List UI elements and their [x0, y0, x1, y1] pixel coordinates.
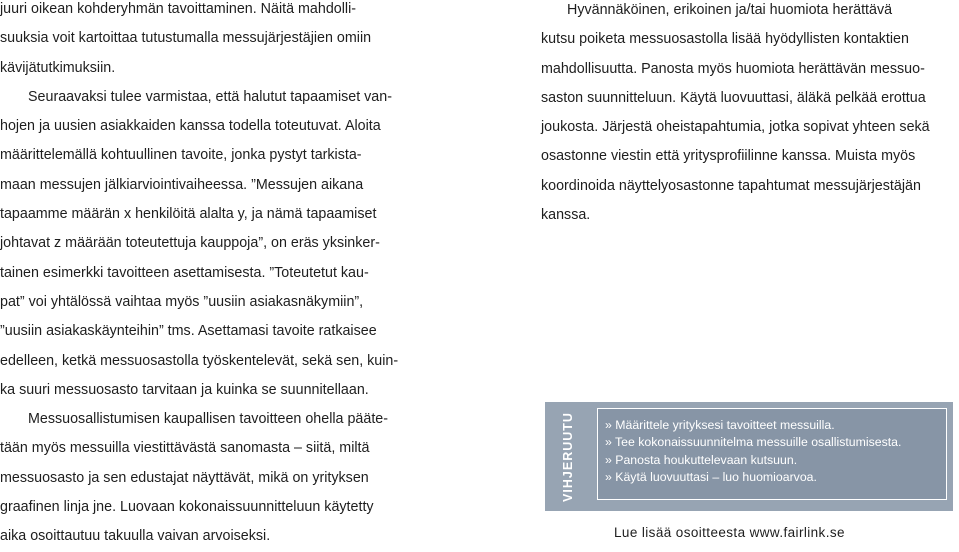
text-line: juuri oikean kohderyhmän tavoittaminen. Näitä mahdolli- — [0, 1, 357, 17]
text-line: tapaamme määrän x henkilöitä alalta y, ja nämä tapaamiset — [0, 206, 377, 223]
text-line: joukosta. Järjestä oheistapahtumia, jotka sopivat yhteen sekä — [541, 119, 930, 136]
text-line: Messuosallistumisen kaupallisen tavoitteen ohella pääte- — [28, 411, 389, 428]
text-line: koordinoida näyttelyosastonne tapahtumat messujärjestäjän — [541, 177, 921, 194]
text-line: graafinen linja jne. Luovaan kokonaissuunnitteluun käytetty — [0, 499, 374, 516]
text-line: edelleen, ketkä messuosastolla työskentelevät, sekä sen, kuin- — [0, 352, 399, 369]
tip-item: » Panosta houkuttelevaan kutsuun. — [605, 452, 798, 467]
text-line: suuksia voit kartoittaa tutustumalla messujärjestäjien omiin — [0, 30, 372, 47]
text-line: pat” voi yhtälössä vaihtaa myös ”uusiin asiakasnäkymiin”, — [0, 293, 364, 310]
text-line: Seuraavaksi tulee varmistaa, että halutut tapaamiset van- — [28, 88, 392, 105]
text-line: maan messujen jälkiarviointivaiheessa. ”Messujen aikana — [0, 176, 364, 193]
text-line: tään myös messuilla viestittävästä sanomasta – siitä, miltä — [0, 440, 370, 457]
text-line: kävijätutkimuksiin. — [0, 59, 116, 76]
tip-item: » Käytä luovuuttasi – luo huomioarvoa. — [605, 470, 817, 485]
tip-box — [545, 402, 953, 511]
left-paragraph-1 — [0, 0, 430, 83]
right-paragraph-1 — [541, 0, 959, 230]
text-line: johtavat z määrään toteutettuja kauppoja”, on eräs yksinker- — [0, 235, 380, 252]
text-line: kanssa. — [541, 207, 591, 224]
right-text-column — [541, 0, 959, 230]
tip-list — [598, 409, 946, 487]
left-paragraph-3 — [0, 405, 430, 551]
text-line: aika osoittautuu takuulla vaivan arvoiseksi. — [0, 528, 271, 545]
text-line: tainen esimerkki tavoitteen asettamisesta. ”Toteutetut kau- — [0, 264, 369, 281]
text-line: kutsu poiketa messuosastolla lisää hyödyllisten kontaktien — [541, 31, 909, 48]
tip-item: » Tee kokonaissuunnitelma messuille osallistumisesta. — [605, 435, 902, 450]
left-text-column — [0, 0, 430, 552]
text-line: mahdollisuutta. Panosta myös huomiota herättävän messuo- — [541, 60, 925, 77]
text-line: Hyvännäköinen, erikoinen ja/tai huomiota herättävä — [567, 2, 893, 18]
tip-box-label-strip — [545, 402, 590, 511]
tip-item: » Määrittele yrityksesi tavoitteet messuilla. — [605, 418, 835, 432]
text-line: osastonne viestin että yritysprofiilinne kanssa. Muista myös — [541, 148, 916, 165]
text-line: määrittelemällä kohtuullinen tavoite, jonka pystyt tarkista- — [0, 147, 362, 164]
left-paragraph-2 — [0, 83, 430, 405]
footer-link[interactable]: Lue lisää osoitteesta www.fairlink.se — [614, 525, 845, 540]
tip-box-content — [597, 408, 947, 500]
text-line: ”uusiin asiakaskäynteihin” tms. Asettamasi tavoite ratkaisee — [0, 323, 377, 340]
text-line: messuosasto ja sen edustajat näyttävät, mikä on yrityksen — [0, 469, 369, 486]
text-line: ka suuri messuosasto tarvitaan ja kuinka se suunnitellaan. — [0, 381, 369, 398]
text-line: saston suunnitteluun. Käytä luovuuttasi, äläkä pelkää erottua — [541, 89, 926, 106]
text-line: hojen ja uusien asiakkaiden kanssa todella toteutuvat. Aloita — [0, 118, 381, 135]
tip-box-label: VIHJERUUTU — [560, 411, 575, 502]
